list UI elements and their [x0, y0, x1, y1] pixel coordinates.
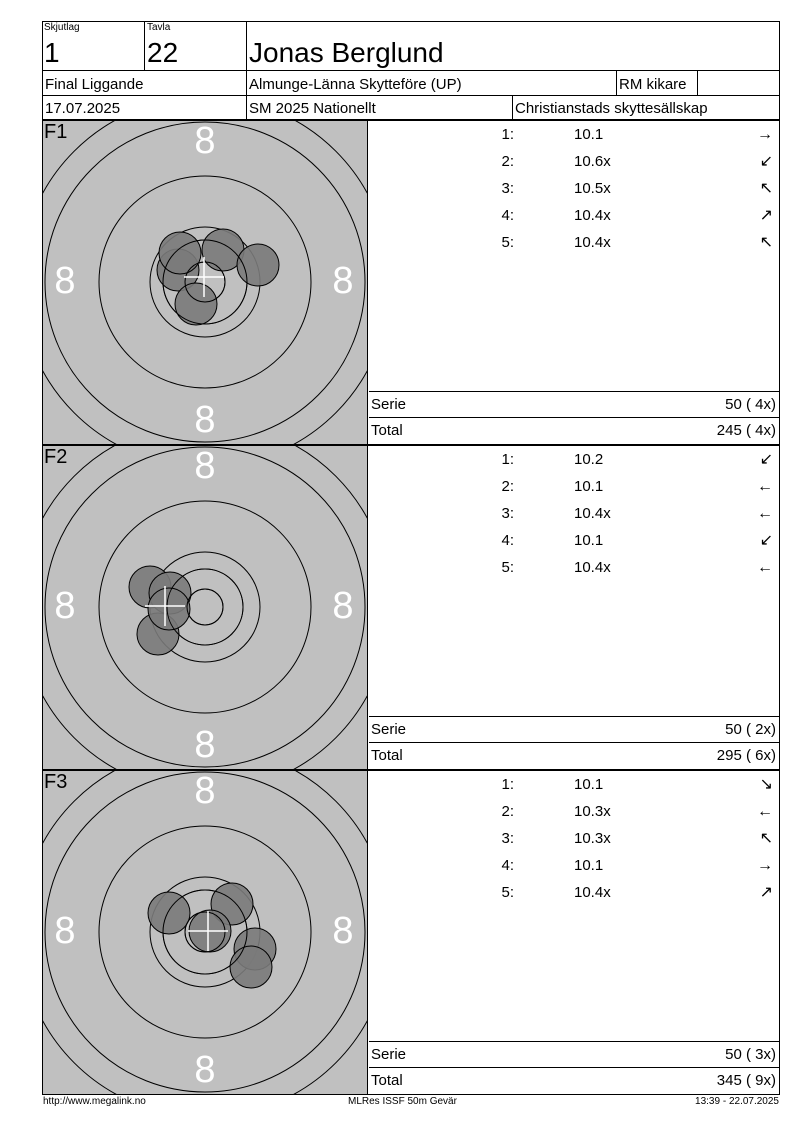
shot-direction-arrow-icon: ↙ — [759, 451, 773, 468]
class-name: RM kikare — [619, 76, 687, 93]
serie-row — [369, 716, 779, 742]
serie-label: Serie — [371, 1046, 407, 1063]
shot-direction-arrow-icon: ← — [757, 505, 773, 522]
shot-direction-arrow-icon: → — [757, 126, 773, 143]
class-cell — [617, 71, 698, 96]
series-panel-1 — [42, 120, 780, 445]
shot-row — [369, 121, 779, 148]
total-row — [369, 742, 779, 769]
ring-label-3: 8 — [54, 260, 76, 302]
date: 17.07.2025 — [45, 100, 121, 117]
target-3 — [43, 771, 367, 1094]
shot-row — [369, 229, 779, 256]
shot-number: 3: — [501, 830, 514, 847]
shot-row — [369, 527, 779, 554]
footer-software: MLRes ISSF 50m Gevär — [348, 1096, 457, 1107]
ring-label-2: 8 — [194, 1049, 216, 1091]
shot-row — [369, 473, 779, 500]
shot-direction-arrow-icon: ↙ — [759, 532, 773, 549]
shot-value: 10.5x — [574, 180, 611, 197]
shot-value: 10.3x — [574, 830, 611, 847]
panel-divider — [367, 446, 368, 769]
panel-divider — [367, 121, 368, 444]
shot-value: 10.1 — [574, 857, 604, 874]
organizer: Christianstads skyttesällskap — [515, 100, 708, 117]
footer-timestamp: 13:39 - 22.07.2025 — [695, 1096, 779, 1107]
squad-value: 1 — [44, 37, 60, 68]
lane-label: Tavla — [147, 22, 171, 33]
shot-number: 5: — [501, 559, 514, 576]
event-name: Final Liggande — [45, 76, 144, 93]
shot-direction-arrow-icon: → — [757, 857, 773, 874]
shot-direction-arrow-icon: ↖ — [759, 830, 773, 847]
event-cell — [43, 71, 247, 96]
shot-direction-arrow-icon: ↘ — [759, 776, 773, 793]
total-label: Total — [371, 1072, 403, 1089]
ring-label-4: 8 — [332, 585, 354, 627]
shot-number: 5: — [501, 884, 514, 901]
serie-label: Serie — [371, 721, 407, 738]
ring-label-1: 8 — [194, 771, 216, 812]
shot-number: 2: — [501, 478, 514, 495]
series-panel-2 — [42, 445, 780, 770]
shot-hole — [175, 283, 217, 325]
organizer-cell — [513, 96, 779, 120]
total-row — [369, 1067, 779, 1094]
total-label: Total — [371, 422, 403, 439]
shot-number: 4: — [501, 532, 514, 549]
shot-direction-arrow-icon: ← — [757, 478, 773, 495]
shot-value: 10.4x — [574, 207, 611, 224]
shot-list — [369, 771, 779, 1094]
shot-number: 4: — [501, 207, 514, 224]
serie-row — [369, 391, 779, 417]
shot-number: 3: — [501, 180, 514, 197]
total-row — [369, 417, 779, 444]
shot-value: 10.4x — [574, 559, 611, 576]
ring-label-3: 8 — [54, 910, 76, 952]
total-value: 345 ( 9x) — [716, 1072, 776, 1089]
scorecard-header — [42, 21, 780, 120]
club-name: Almunge-Länna Skytteföre (UP) — [249, 76, 462, 93]
shot-row — [369, 879, 779, 906]
shot-row — [369, 825, 779, 852]
series-label: F2 — [44, 446, 68, 468]
ring-label-2: 8 — [194, 399, 216, 441]
shot-list — [369, 121, 779, 444]
shot-row — [369, 175, 779, 202]
shot-row — [369, 852, 779, 879]
target-1 — [43, 121, 367, 444]
serie-value: 50 ( 4x) — [725, 396, 776, 413]
shot-number: 2: — [501, 803, 514, 820]
competition-cell — [247, 96, 513, 120]
ring-label-3: 8 — [54, 585, 76, 627]
club-cell — [247, 71, 617, 96]
series-label: F1 — [44, 121, 68, 143]
shot-value: 10.3x — [574, 803, 611, 820]
class-extra-cell — [698, 71, 779, 96]
shot-direction-arrow-icon: ↖ — [759, 234, 773, 251]
squad-label: Skjutlag — [44, 22, 80, 33]
shooter-name: Jonas Berglund — [249, 37, 444, 68]
serie-label: Serie — [371, 396, 407, 413]
shot-row — [369, 148, 779, 175]
shot-number: 3: — [501, 505, 514, 522]
shot-direction-arrow-icon: ↗ — [759, 207, 773, 224]
shooter-name-cell — [247, 22, 779, 71]
shot-number: 5: — [501, 234, 514, 251]
shot-row — [369, 202, 779, 229]
shot-row — [369, 446, 779, 473]
ring-label-1: 8 — [194, 446, 216, 487]
series-panel-3 — [42, 770, 780, 1095]
shot-number: 1: — [501, 451, 514, 468]
ring-label-2: 8 — [194, 724, 216, 766]
shot-number: 2: — [501, 153, 514, 170]
shot-row — [369, 500, 779, 527]
serie-value: 50 ( 3x) — [725, 1046, 776, 1063]
lane-cell — [145, 22, 247, 71]
squad-cell — [43, 22, 145, 71]
shot-direction-arrow-icon: ↗ — [759, 884, 773, 901]
lane-value: 22 — [147, 37, 179, 68]
total-value: 245 ( 4x) — [716, 422, 776, 439]
shot-value: 10.2 — [574, 451, 604, 468]
competition: SM 2025 Nationellt — [249, 100, 376, 117]
shot-value: 10.1 — [574, 478, 604, 495]
total-label: Total — [371, 747, 403, 764]
date-cell — [43, 96, 247, 120]
shot-direction-arrow-icon: ← — [757, 559, 773, 576]
shot-number: 1: — [501, 126, 514, 143]
shot-value: 10.1 — [574, 776, 604, 793]
shot-value: 10.4x — [574, 234, 611, 251]
ring-label-4: 8 — [332, 910, 354, 952]
series-label: F3 — [44, 771, 68, 793]
shot-row — [369, 798, 779, 825]
shot-row — [369, 771, 779, 798]
shot-hole — [148, 892, 190, 934]
shot-value: 10.4x — [574, 884, 611, 901]
shot-direction-arrow-icon: ↖ — [759, 180, 773, 197]
total-value: 295 ( 6x) — [716, 747, 776, 764]
shot-number: 1: — [501, 776, 514, 793]
ring-label-4: 8 — [332, 260, 354, 302]
target-2 — [43, 446, 367, 769]
shot-row — [369, 554, 779, 581]
shot-direction-arrow-icon: ↙ — [759, 153, 773, 170]
shot-value: 10.4x — [574, 505, 611, 522]
serie-row — [369, 1041, 779, 1067]
footer-url: http://www.megalink.no — [43, 1096, 146, 1107]
shot-number: 4: — [501, 857, 514, 874]
ring-label-1: 8 — [194, 121, 216, 162]
panel-divider — [367, 771, 368, 1094]
shot-value: 10.1 — [574, 126, 604, 143]
shot-value: 10.6x — [574, 153, 611, 170]
shot-list — [369, 446, 779, 769]
shot-direction-arrow-icon: ← — [757, 803, 773, 820]
serie-value: 50 ( 2x) — [725, 721, 776, 738]
shot-value: 10.1 — [574, 532, 604, 549]
shot-hole — [230, 946, 272, 988]
